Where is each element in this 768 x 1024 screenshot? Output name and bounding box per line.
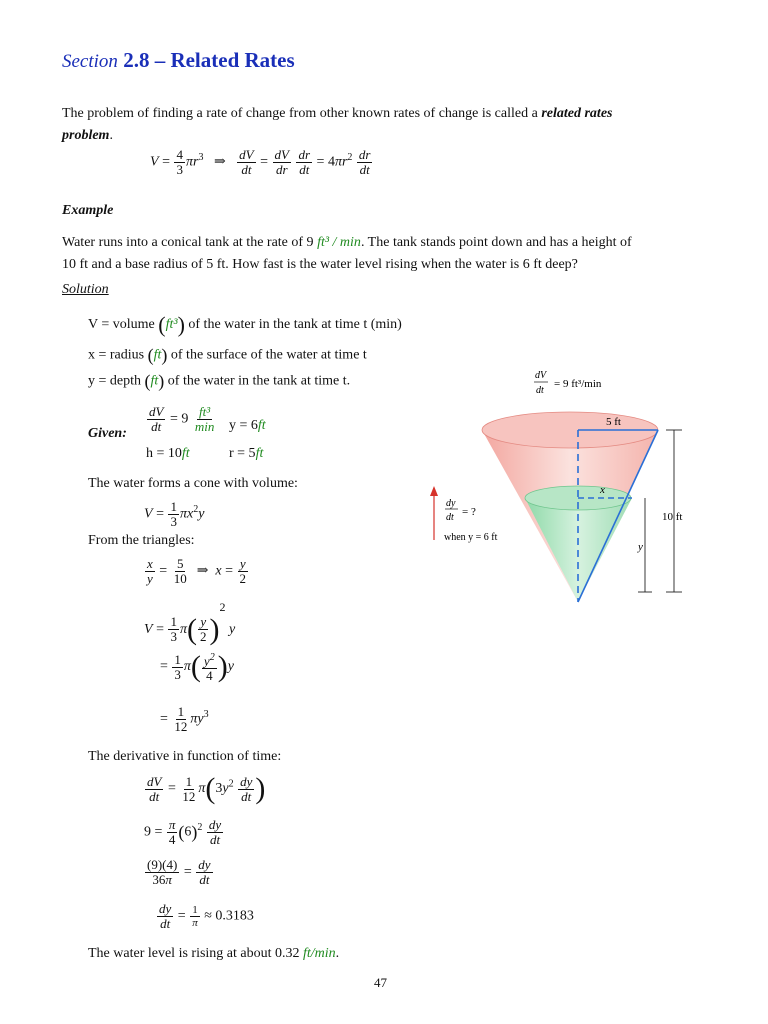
dy-denominator: dt: [446, 512, 454, 523]
dv-denominator: dt: [536, 385, 544, 396]
dy-question: = ?: [462, 506, 476, 518]
page-title: [62, 48, 295, 73]
volume-step-3: = $\frac{1}{12}$ $\pi y^3$: [160, 704, 209, 734]
volume-step-1: V = $\frac{1}{3}$ π( $\frac{y}{2}$ )$^2$ y: [144, 600, 236, 646]
radius-label: 5 ft: [606, 416, 621, 428]
dv-numerator: dV: [535, 370, 547, 381]
intro-term-1: related rates: [541, 106, 613, 121]
intro-period: .: [109, 128, 113, 143]
y-label: y: [638, 541, 643, 553]
intro-term-2: problem: [62, 128, 110, 143]
sphere-formula: V = $\frac{4}{3}$ $\pi r^3$ ⇒ $\frac{dV}{dt}$ = $\frac{dV}{dr}$ $\frac{dr}{dt}$ = $4\pi r^2$ $\frac{dr}{dt}$: [150, 147, 371, 177]
triangle-ratio: $\frac{x}{y}$ = $\frac{5}{10}$ ⇒ x = $\frac{y}{2}$: [147, 556, 247, 586]
def-y-rest: of the water in the tank at time t.: [167, 373, 351, 389]
when-label: when y = 6 ft: [444, 532, 498, 543]
given-word: Given: [88, 426, 123, 441]
given-y-value: y = 6: [229, 418, 258, 433]
x-label: x: [600, 484, 605, 496]
def-y-unit: ft: [150, 373, 159, 389]
def-x-unit: ft: [153, 347, 162, 363]
cone-figure: [420, 360, 710, 610]
dy-numerator: dy: [446, 498, 456, 509]
definition-x: x = radius (ft) of the surface of the water at time t: [88, 345, 367, 365]
section-title: – Related Rates: [154, 48, 295, 72]
substitution-formula: 9 = $\frac{\pi}{4}$ $(6)^2$ $\frac{dy}{dt}$: [144, 817, 222, 847]
definition-v: V = volume (ft³) of the water in the tank at time t (min): [88, 312, 402, 337]
conclusion-period: .: [335, 946, 340, 961]
example-heading: Example: [62, 203, 114, 218]
example-text-1: Water runs into a conical tank at the rate of 9: [62, 235, 318, 250]
rate-label: = 9 ft³/min: [554, 378, 602, 390]
cone-text: The water forms a cone with volume:: [88, 476, 298, 491]
section-word: Section: [62, 51, 118, 72]
definition-y: y = depth (ft) of the water in the tank at time t.: [88, 371, 351, 391]
intro-text: The problem of finding a rate of change from other known rates of change is called a: [62, 106, 542, 121]
example-unit: ft³ / min: [317, 235, 361, 250]
given-rate: $\frac{dV}{dt}$ = 9 $\frac{\text{ft³}}{\min}$: [149, 404, 215, 434]
intro-paragraph: [62, 103, 702, 147]
def-v-label: V = volume: [88, 317, 155, 333]
volume-step-2: = $\frac{1}{3}$ π( $\frac{y^2}{4}$ )y: [160, 650, 234, 684]
height-label: 10 ft: [662, 511, 683, 523]
given-h: [146, 446, 190, 462]
given-r-unit: ft: [255, 446, 264, 461]
derivative-formula: $\frac{dV}{dt}$ = $\frac{1}{12}$ $\pi(3y^2$ $\frac{dy}{dt}$ ): [147, 772, 266, 805]
result-formula: $\frac{dy}{dt}$ = $\frac{1}{\pi}$ ≈ 0.3183: [159, 901, 254, 931]
solve-formula: $\frac{(9)(4)}{36\pi}$ = $\frac{dy}{dt}$: [147, 857, 211, 887]
given-nine: = 9: [169, 411, 189, 427]
result-approx: ≈ 0.3183: [204, 908, 254, 924]
def-x-label: x = radius: [88, 347, 145, 363]
given-y: [229, 418, 266, 434]
def-y-label: y = depth: [88, 373, 141, 389]
given-label: Given:: [88, 426, 127, 441]
triangles-text: From the triangles:: [88, 533, 195, 548]
given-h-value: h = 10: [146, 446, 182, 461]
given-unit-ft3: ft³: [199, 404, 211, 419]
rise-arrow-head: [430, 486, 438, 496]
derivative-text: The derivative in function of time:: [88, 749, 282, 764]
page-number: 47: [374, 975, 387, 990]
cone-formula: V = $\frac{1}{3}$ $\pi x^2y$: [144, 499, 205, 529]
given-r-value: r = 5: [229, 446, 256, 461]
given-y-unit: ft: [257, 418, 266, 433]
solution-heading: Solution: [62, 282, 109, 297]
given-h-unit: ft: [181, 446, 190, 461]
example-text-2: . The tank stands point down and has a height of: [360, 235, 632, 250]
conclusion-unit: ft/min: [303, 946, 336, 961]
example-paragraph: [62, 232, 712, 276]
def-x-rest: of the surface of the water at time t: [170, 347, 367, 363]
def-v-rest: of the water in the tank at time t (min): [188, 317, 402, 333]
conclusion-text: [88, 946, 339, 962]
given-r: [229, 446, 263, 462]
given-unit-min: min: [194, 419, 215, 434]
section-number: 2.8: [123, 48, 150, 72]
conclusion-part-1: The water level is rising at about 0.32: [88, 946, 303, 961]
example-text-3: 10 ft and a base radius of 5 ft. How fast is the water level rising when the water is 6 ft deep?: [62, 257, 578, 272]
def-v-unit: ft³: [165, 317, 178, 333]
